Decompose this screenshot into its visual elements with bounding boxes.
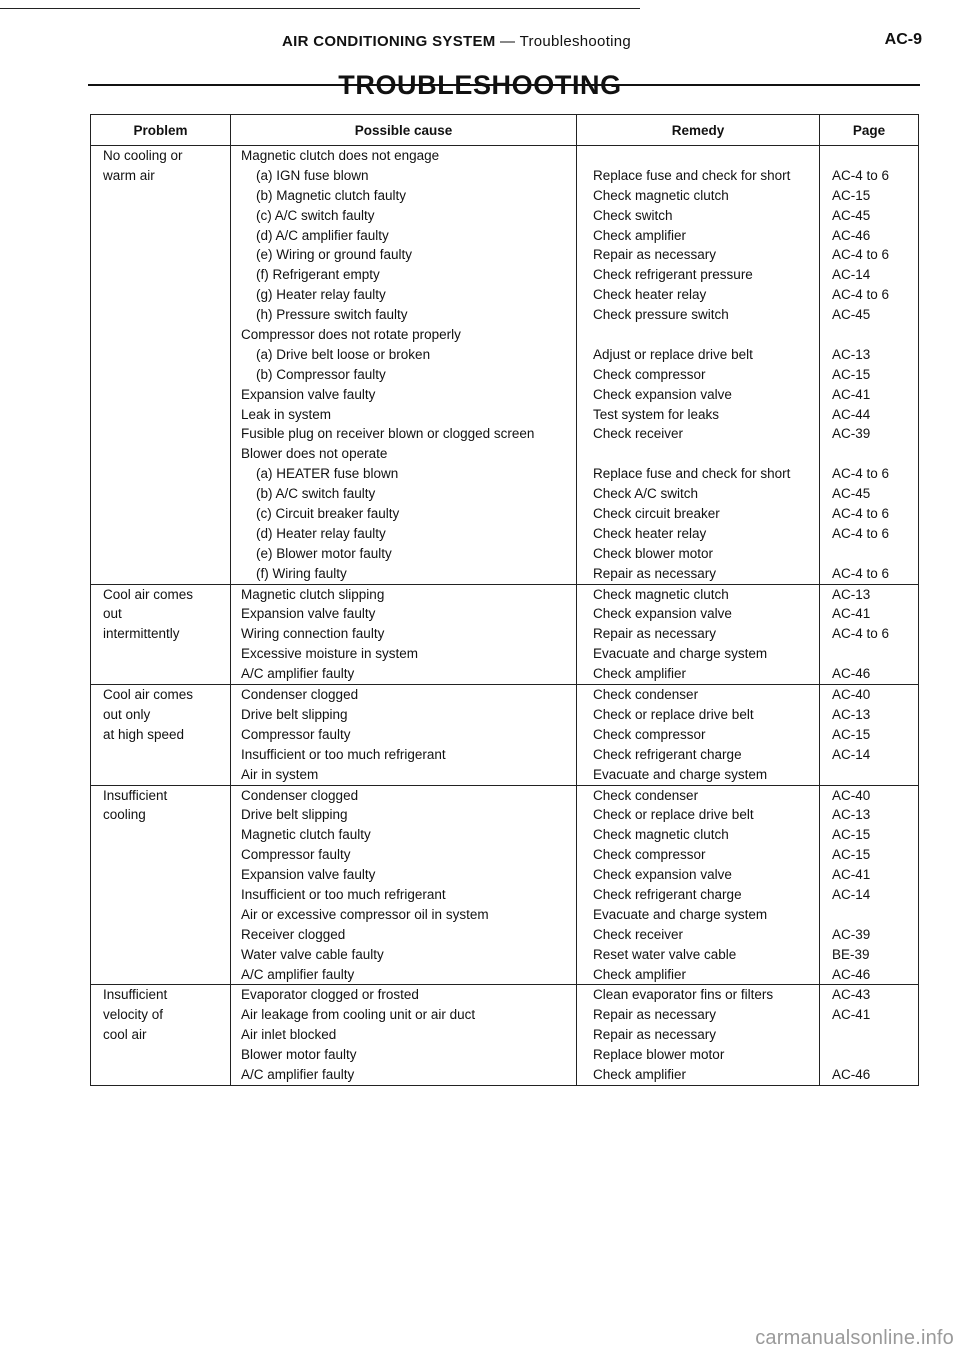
remedy-cell — [577, 685, 820, 785]
table-row — [91, 685, 919, 785]
problem-text: Cool air comes — [103, 586, 194, 602]
remedy-text — [577, 444, 819, 464]
page-ref: AC-14 — [832, 267, 871, 283]
remedy-text: Evacuate and charge system — [593, 766, 768, 782]
running-title — [282, 33, 631, 50]
page-ref: AC-41 — [832, 867, 871, 883]
remedy-text: Evacuate and charge system — [593, 906, 768, 922]
cause-text: Compressor does not rotate properly — [241, 327, 461, 343]
cause-text: Leak in system — [241, 406, 332, 422]
cause-text: Condenser clogged — [241, 687, 359, 703]
remedy-text: Adjust or replace drive belt — [593, 346, 753, 362]
page-cell — [820, 146, 919, 585]
remedy-cell — [577, 785, 820, 985]
remedy-cell — [577, 146, 820, 585]
page-cell — [820, 785, 919, 985]
page-ref: AC-39 — [832, 426, 871, 442]
subsection-title: Troubleshooting — [519, 33, 632, 50]
page-ref — [820, 325, 918, 345]
cause-text: Air or excessive compressor oil in system — [241, 906, 489, 922]
remedy-text: Check condenser — [593, 687, 699, 703]
remedy-text: Repair as necessary — [593, 626, 717, 642]
page-ref: AC-4 to 6 — [832, 525, 890, 541]
table-row — [91, 584, 919, 684]
page-ref: AC-45 — [832, 207, 871, 223]
problem-text: Cool air comes — [103, 687, 194, 703]
cause-text: (e) Blower motor faulty — [256, 545, 392, 561]
page-ref: AC-39 — [832, 926, 871, 942]
problem-text: Insufficient — [103, 787, 168, 803]
page-ref: BE-39 — [832, 946, 870, 962]
remedy-cell — [577, 584, 820, 684]
cause-text: A/C amplifier faulty — [241, 1066, 355, 1082]
page-ref — [820, 544, 918, 564]
remedy-text: Replace fuse and check for short — [593, 167, 791, 183]
page-ref: AC-4 to 6 — [832, 167, 890, 183]
page-ref: AC-4 to 6 — [832, 466, 890, 482]
remedy-text: Check compressor — [593, 726, 706, 742]
remedy-text: Check magnetic clutch — [593, 827, 729, 843]
title-separator: — — [500, 33, 516, 50]
cause-text: Excessive moisture in system — [241, 646, 419, 662]
page-ref: AC-41 — [832, 1007, 871, 1023]
remedy-text: Check heater relay — [593, 287, 707, 303]
cause-cell — [231, 985, 577, 1085]
cause-text: (e) Wiring or ground faulty — [256, 247, 413, 263]
remedy-text: Check expansion valve — [593, 867, 732, 883]
cause-text: Drive belt slipping — [241, 706, 348, 722]
remedy-text: Clean evaporator fins or filters — [593, 987, 774, 1003]
cause-text: Blower motor faulty — [241, 1047, 357, 1063]
remedy-text: Check amplifier — [593, 966, 687, 982]
column-header-remedy: Remedy — [577, 115, 820, 146]
page-ref: AC-45 — [832, 307, 871, 323]
page-ref: AC-4 to 6 — [832, 626, 890, 642]
cause-text: Compressor faulty — [241, 726, 351, 742]
page-ref: AC-15 — [832, 827, 871, 843]
remedy-text: Check refrigerant charge — [593, 746, 742, 762]
section-title: AIR CONDITIONING SYSTEM — [282, 33, 496, 50]
cause-text: Air inlet blocked — [241, 1027, 337, 1043]
cause-text: (a) Drive belt loose or broken — [256, 346, 431, 362]
remedy-text: Check amplifier — [593, 666, 687, 682]
remedy-text: Check receiver — [593, 926, 684, 942]
remedy-text: Replace blower motor — [593, 1047, 725, 1063]
cause-text: (b) A/C switch faulty — [256, 486, 376, 502]
remedy-cell — [577, 985, 820, 1085]
page-ref — [820, 146, 918, 166]
cause-text: Magnetic clutch slipping — [241, 586, 385, 602]
page-ref — [820, 905, 918, 925]
page-ref: AC-14 — [832, 746, 871, 762]
problem-cell — [91, 584, 231, 684]
remedy-text: Check expansion valve — [593, 606, 732, 622]
cause-text: Blower does not operate — [241, 446, 388, 462]
page-ref — [820, 1025, 918, 1045]
problem-cell — [91, 985, 231, 1085]
table-row — [91, 785, 919, 985]
troubleshooting-table — [90, 114, 919, 1086]
cause-cell — [231, 146, 577, 585]
cause-text: (c) A/C switch faulty — [256, 207, 375, 223]
remedy-text: Test system for leaks — [593, 406, 720, 422]
problem-cell — [91, 685, 231, 785]
page-number: AC-9 — [884, 31, 922, 48]
page-ref: AC-15 — [832, 187, 871, 203]
page-ref: AC-4 to 6 — [832, 565, 890, 581]
page-ref: AC-15 — [832, 366, 871, 382]
remedy-text: Check expansion valve — [593, 386, 732, 402]
remedy-text: Check compressor — [593, 366, 706, 382]
cause-text: Compressor faulty — [241, 847, 351, 863]
column-header-problem: Problem — [91, 115, 231, 146]
cause-text: Insufficient or too much refrigerant — [241, 746, 446, 762]
cause-text: Receiver clogged — [241, 926, 346, 942]
remedy-text: Repair as necessary — [593, 565, 717, 581]
page-ref: AC-13 — [832, 346, 871, 362]
cause-text: (b) Compressor faulty — [256, 366, 386, 382]
column-header-cause: Possible cause — [231, 115, 577, 146]
cause-text: (d) A/C amplifier faulty — [256, 227, 389, 243]
cause-text: (f) Refrigerant empty — [256, 267, 380, 283]
remedy-text — [577, 146, 819, 166]
problem-text: No cooling or — [103, 148, 183, 163]
cause-text: Magnetic clutch faulty — [241, 827, 371, 843]
page-ref: AC-4 to 6 — [832, 506, 890, 522]
page-ref: AC-41 — [832, 386, 871, 402]
cause-text: Air leakage from cooling unit or air duct — [241, 1007, 476, 1023]
page-ref: AC-46 — [832, 966, 871, 982]
cause-text: (h) Pressure switch faulty — [256, 307, 408, 323]
cause-text: Insufficient or too much refrigerant — [241, 886, 446, 902]
cause-text: Expansion valve faulty — [241, 867, 376, 883]
remedy-text: Check receiver — [593, 426, 684, 442]
page-ref: AC-4 to 6 — [832, 287, 890, 303]
cause-text: Expansion valve faulty — [241, 386, 376, 402]
problem-text: intermittently — [103, 626, 180, 642]
page-ref — [820, 1045, 918, 1065]
cause-cell — [231, 584, 577, 684]
page-ref: AC-15 — [832, 726, 871, 742]
problem-text: cooling — [103, 807, 146, 823]
page-ref: AC-44 — [832, 406, 871, 422]
cause-text: Magnetic clutch does not engage — [241, 148, 440, 163]
page-header — [0, 30, 960, 60]
remedy-text: Check condenser — [593, 787, 699, 803]
remedy-text: Check or replace drive belt — [593, 807, 754, 823]
page-cell — [820, 685, 919, 785]
remedy-text: Check switch — [593, 207, 673, 223]
remedy-text: Repair as necessary — [593, 247, 717, 263]
remedy-text: Check magnetic clutch — [593, 187, 729, 203]
remedy-text: Check blower motor — [593, 545, 714, 561]
cause-text: (g) Heater relay faulty — [256, 287, 386, 303]
remedy-text: Replace fuse and check for short — [593, 466, 791, 482]
table-row — [91, 146, 919, 585]
remedy-text: Check refrigerant charge — [593, 886, 742, 902]
cause-text: (a) IGN fuse blown — [256, 167, 369, 183]
remedy-text — [577, 325, 819, 345]
page-ref: AC-40 — [832, 687, 871, 703]
remedy-text: Check heater relay — [593, 525, 707, 541]
remedy-text: Check magnetic clutch — [593, 586, 729, 602]
page-ref — [820, 644, 918, 664]
remedy-text: Repair as necessary — [593, 1027, 717, 1043]
remedy-text: Check amplifier — [593, 1066, 687, 1082]
remedy-text: Check refrigerant pressure — [593, 267, 753, 283]
remedy-text: Check A/C switch — [593, 486, 699, 502]
problem-text: velocity of — [103, 1007, 164, 1023]
cause-text: (d) Heater relay faulty — [256, 525, 386, 541]
page-ref: AC-45 — [832, 486, 871, 502]
cause-text: Condenser clogged — [241, 787, 359, 803]
problem-text: cool air — [103, 1027, 147, 1043]
table-body — [91, 146, 919, 1086]
table-row — [91, 985, 919, 1085]
cause-text: (c) Circuit breaker faulty — [256, 506, 400, 522]
page-ref: AC-13 — [832, 586, 871, 602]
remedy-text: Check circuit breaker — [593, 506, 720, 522]
column-header-page: Page — [820, 115, 919, 146]
top-rule — [0, 8, 640, 9]
cause-cell — [231, 785, 577, 985]
cause-text: (a) HEATER fuse blown — [256, 466, 399, 482]
cause-cell — [231, 685, 577, 785]
problem-text: out only — [103, 706, 151, 722]
page-ref — [820, 765, 918, 785]
problem-text: at high speed — [103, 726, 185, 742]
page-ref: AC-46 — [832, 666, 871, 682]
cause-text: Expansion valve faulty — [241, 606, 376, 622]
page-ref: AC-4 to 6 — [832, 247, 890, 263]
page-ref: AC-13 — [832, 706, 871, 722]
page-ref: AC-43 — [832, 987, 871, 1003]
problem-text: warm air — [103, 167, 155, 183]
page-cell — [820, 584, 919, 684]
cause-text: Drive belt slipping — [241, 807, 348, 823]
page-title: TROUBLESHOOTING — [338, 70, 622, 100]
cause-text: Wiring connection faulty — [241, 626, 385, 642]
page-cell — [820, 985, 919, 1085]
table-header-row — [91, 115, 919, 146]
remedy-text: Check amplifier — [593, 227, 687, 243]
cause-text: A/C amplifier faulty — [241, 666, 355, 682]
remedy-text: Check or replace drive belt — [593, 706, 754, 722]
cause-text: A/C amplifier faulty — [241, 966, 355, 982]
problem-text: Insufficient — [103, 987, 168, 1003]
problem-text: out — [103, 606, 122, 622]
watermark: carmanualsonline.info — [755, 1327, 954, 1349]
cause-text: Water valve cable faulty — [241, 946, 384, 962]
problem-cell — [91, 785, 231, 985]
page-ref: AC-41 — [832, 606, 871, 622]
page-ref: AC-40 — [832, 787, 871, 803]
page-ref — [820, 444, 918, 464]
remedy-text: Reset water valve cable — [593, 946, 737, 962]
remedy-text: Evacuate and charge system — [593, 646, 768, 662]
cause-text: Air in system — [241, 766, 319, 782]
remedy-text: Check compressor — [593, 847, 706, 863]
cause-text: (b) Magnetic clutch faulty — [256, 187, 407, 203]
page-ref: AC-15 — [832, 847, 871, 863]
cause-text: (f) Wiring faulty — [256, 565, 347, 581]
page-ref: AC-46 — [832, 227, 871, 243]
remedy-text: Repair as necessary — [593, 1007, 717, 1023]
page-ref: AC-46 — [832, 1066, 871, 1082]
page-ref: AC-14 — [832, 886, 871, 902]
page-ref: AC-13 — [832, 807, 871, 823]
remedy-text: Check pressure switch — [593, 307, 729, 323]
cause-text: Evaporator clogged or frosted — [241, 987, 419, 1003]
problem-cell — [91, 146, 231, 585]
cause-text: Fusible plug on receiver blown or clogged screen — [241, 426, 535, 442]
